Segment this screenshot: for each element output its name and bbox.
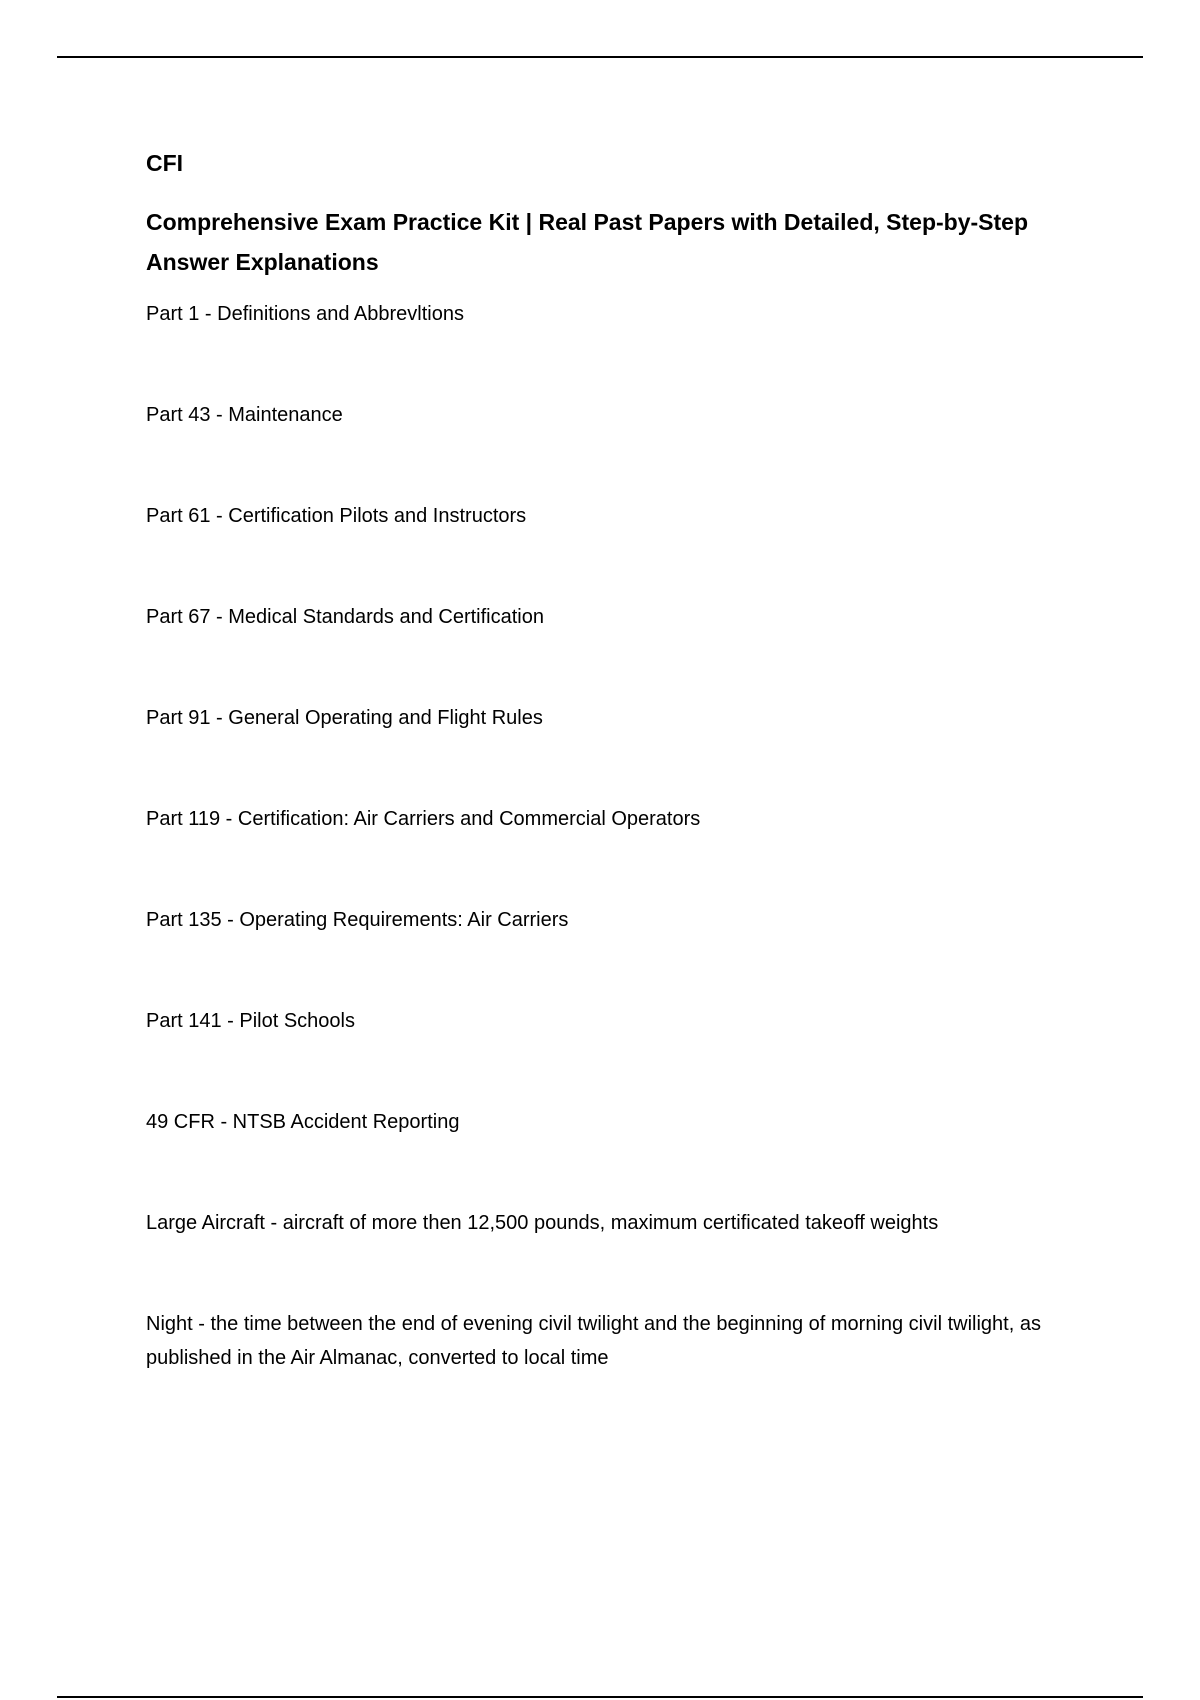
top-rule xyxy=(57,56,1143,58)
list-item: Part 141 - Pilot Schools xyxy=(146,1010,355,1032)
document-title: Comprehensive Exam Practice Kit | Real Past Papers with Detailed, Step-by-Step Answer Explanations xyxy=(146,209,1029,275)
list-item: Part 43 - Maintenance xyxy=(146,404,343,426)
list-item: 49 CFR - NTSB Accident Reporting xyxy=(146,1111,460,1133)
list-item: Large Aircraft - aircraft of more then 12,500 pounds, maximum certificated takeoff weights xyxy=(146,1212,939,1234)
list-item: Part 119 - Certification: Air Carriers and Commercial Operators xyxy=(146,808,701,830)
bottom-rule xyxy=(57,1696,1143,1698)
list-item: Night - the time between the end of evening civil twilight and the beginning of morning civil twilight, as published in the Air Almanac, converted to local time xyxy=(146,1313,1041,1369)
list-item: Part 67 - Medical Standards and Certification xyxy=(146,606,544,628)
document-label: CFI xyxy=(146,150,184,176)
list-item: Part 135 - Operating Requirements: Air Carriers xyxy=(146,909,569,931)
definition-list xyxy=(146,297,1106,1442)
list-item: Part 61 - Certification Pilots and Instructors xyxy=(146,505,527,527)
list-item: Part 91 - General Operating and Flight Rules xyxy=(146,707,543,729)
list-item: Part 1 - Definitions and Abbrevltions xyxy=(146,303,464,325)
